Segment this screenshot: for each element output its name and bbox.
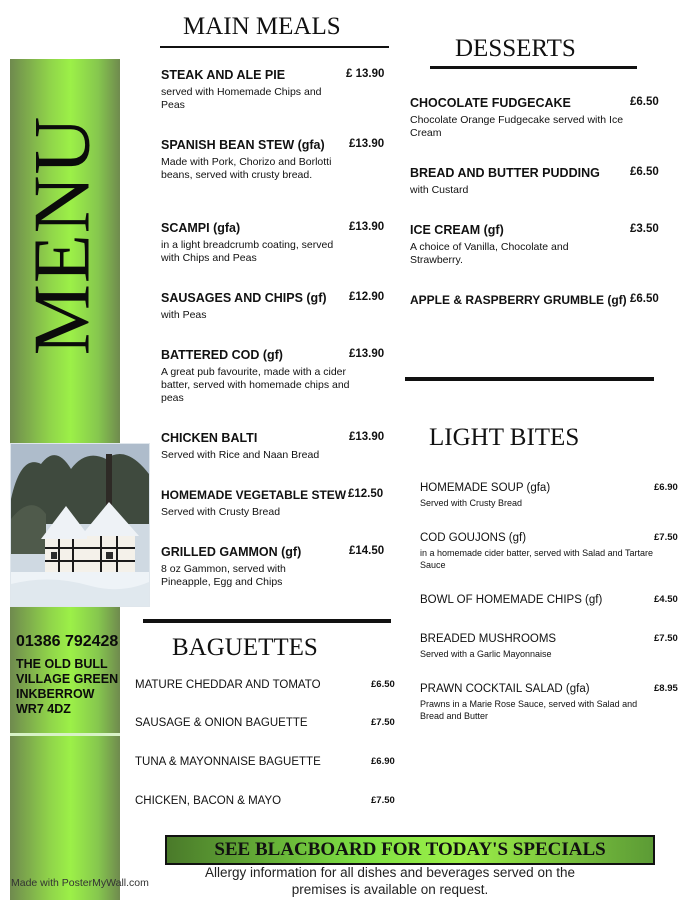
item-description: 8 oz Gammon, served with Pineapple, Egg and Chips [161, 563, 286, 588]
light-bite-item [420, 633, 680, 660]
item-price: £13.90 [349, 431, 385, 443]
item-price: £ 13.90 [346, 68, 385, 80]
main-meal-item [161, 221, 386, 265]
contact-details [16, 633, 136, 717]
item-price: £3.50 [630, 223, 659, 235]
item-name: SAUSAGE & ONION BAGUETTE [135, 717, 308, 729]
item-price: £6.50 [630, 293, 659, 305]
item-description: Served with a Garlic Mayonnaise [420, 649, 552, 659]
item-name: HOMEMADE VEGETABLE STEW [161, 488, 347, 502]
item-name: TUNA & MAYONNAISE BAGUETTE [135, 756, 321, 768]
item-description: A choice of Vanilla, Chocolate and Strawberry. [410, 241, 569, 266]
item-price: £6.90 [371, 756, 395, 767]
address-line: INKBERROW [16, 687, 95, 701]
desserts-rule [430, 66, 637, 69]
light-bites-heading: LIGHT BITES [429, 424, 580, 451]
dessert-item [410, 96, 660, 140]
main-meal-item [161, 545, 386, 589]
item-price: £14.50 [349, 545, 385, 557]
item-name: BATTERED COD (gf) [161, 348, 283, 362]
item-price: £7.50 [654, 532, 678, 543]
item-name: CHICKEN, BACON & MAYO [135, 795, 282, 807]
item-description: Served with Rice and Naan Bread [161, 449, 320, 461]
menu-title-text: MENU [18, 115, 107, 355]
desserts-bottom-rule [405, 377, 654, 381]
item-name: SAUSAGES AND CHIPS (gf) [161, 291, 327, 305]
item-name: MATURE CHEDDAR AND TOMATO [135, 679, 321, 691]
item-name: HOMEMADE SOUP (gfa) [420, 482, 551, 494]
light-bite-item [420, 532, 680, 571]
main-meal-item [161, 68, 386, 112]
item-name: CHOCOLATE FUDGECAKE [410, 96, 571, 110]
item-description: Chocolate Orange Fudgecake served with Ice Cream [410, 114, 624, 139]
item-price: £6.90 [654, 482, 678, 493]
item-description: in a light breadcrumb coating, served with Chips and Peas [161, 239, 334, 264]
baguette-item [135, 679, 397, 691]
main-meal-item [161, 431, 386, 462]
main-meal-item [161, 488, 386, 519]
item-description: served with Homemade Chips and Peas [161, 86, 322, 111]
address-line: THE OLD BULL [16, 657, 108, 671]
dessert-item [410, 293, 660, 307]
item-name: CHICKEN BALTI [161, 431, 258, 445]
main-meals-heading: MAIN MEALS [183, 13, 341, 40]
item-name: BREAD AND BUTTER PUDDING [410, 166, 600, 180]
item-price: £6.50 [371, 679, 395, 690]
pub-photo-illustration [11, 444, 149, 606]
postermywall-credit: Made with PosterMyWall.com [11, 877, 149, 889]
menu-title [18, 115, 108, 355]
baguette-item [135, 756, 397, 768]
desserts-heading: DESSERTS [455, 35, 576, 62]
item-description: with Peas [161, 309, 207, 321]
item-price: £13.90 [349, 221, 385, 233]
item-price: £7.50 [371, 717, 395, 728]
pub-photo [10, 443, 150, 607]
baguettes-heading: BAGUETTES [172, 634, 318, 661]
item-price: £12.50 [348, 488, 384, 500]
item-description: in a homemade cider batter, served with Salad and Tartare Sauce [420, 548, 653, 570]
item-description: Made with Pork, Chorizo and Borlotti beans, served with crusty bread. [161, 156, 332, 181]
item-price: £7.50 [654, 633, 678, 644]
baguette-item [135, 795, 397, 807]
light-bite-item [420, 482, 680, 509]
item-description: Served with Crusty Bread [161, 506, 281, 518]
baguette-item [135, 717, 397, 729]
item-name: BREADED MUSHROOMS [420, 633, 557, 645]
item-description: with Custard [410, 184, 469, 196]
item-name: GRILLED GAMMON (gf) [161, 545, 302, 559]
item-name: PRAWN COCKTAIL SALAD (gfa) [420, 683, 590, 695]
item-price: £7.50 [371, 795, 395, 806]
item-price: £8.95 [654, 683, 678, 694]
item-price: £4.50 [654, 594, 678, 605]
item-price: £13.90 [349, 138, 385, 150]
item-name: BOWL OF HOMEMADE CHIPS (gf) [420, 594, 603, 606]
address-line: WR7 4DZ [16, 702, 71, 716]
item-name: STEAK AND ALE PIE [161, 68, 286, 82]
item-price: £12.90 [349, 291, 385, 303]
item-name: SCAMPI (gfa) [161, 221, 241, 235]
address-line: VILLAGE GREEN [16, 672, 119, 686]
main-meal-item [161, 138, 386, 182]
item-name: APPLE & RASPBERRY GRUMBLE (gf) [410, 293, 627, 307]
item-price: £13.90 [349, 348, 385, 360]
dessert-item [410, 223, 660, 267]
item-name: ICE CREAM (gf) [410, 223, 504, 237]
item-description: Prawns in a Marie Rose Sauce, served with Salad and Bread and Butter [420, 699, 638, 721]
dessert-item [410, 166, 660, 197]
phone-number: 01386 792428 [16, 633, 119, 650]
allergy-notice: Allergy information for all dishes and beverages served on the premises is available on request. [205, 865, 575, 897]
side-panel-divider [10, 733, 120, 736]
item-price: £6.50 [630, 96, 659, 108]
light-bite-item [420, 683, 680, 722]
item-name: COD GOUJONS (gf) [420, 532, 527, 544]
baguettes-top-rule [143, 619, 391, 623]
item-description: A great pub favourite, made with a cider batter, served with homemade chips and peas [161, 366, 350, 404]
main-meals-rule [160, 46, 389, 48]
item-description: Served with Crusty Bread [420, 498, 523, 508]
main-meal-item [161, 348, 386, 405]
specials-banner [165, 835, 655, 865]
main-meal-item [161, 291, 386, 322]
light-bite-item [420, 594, 680, 606]
item-name: SPANISH BEAN STEW (gfa) [161, 138, 325, 152]
item-price: £6.50 [630, 166, 659, 178]
specials-text: SEE BLACBOARD FOR TODAY'S SPECIALS [214, 839, 606, 860]
